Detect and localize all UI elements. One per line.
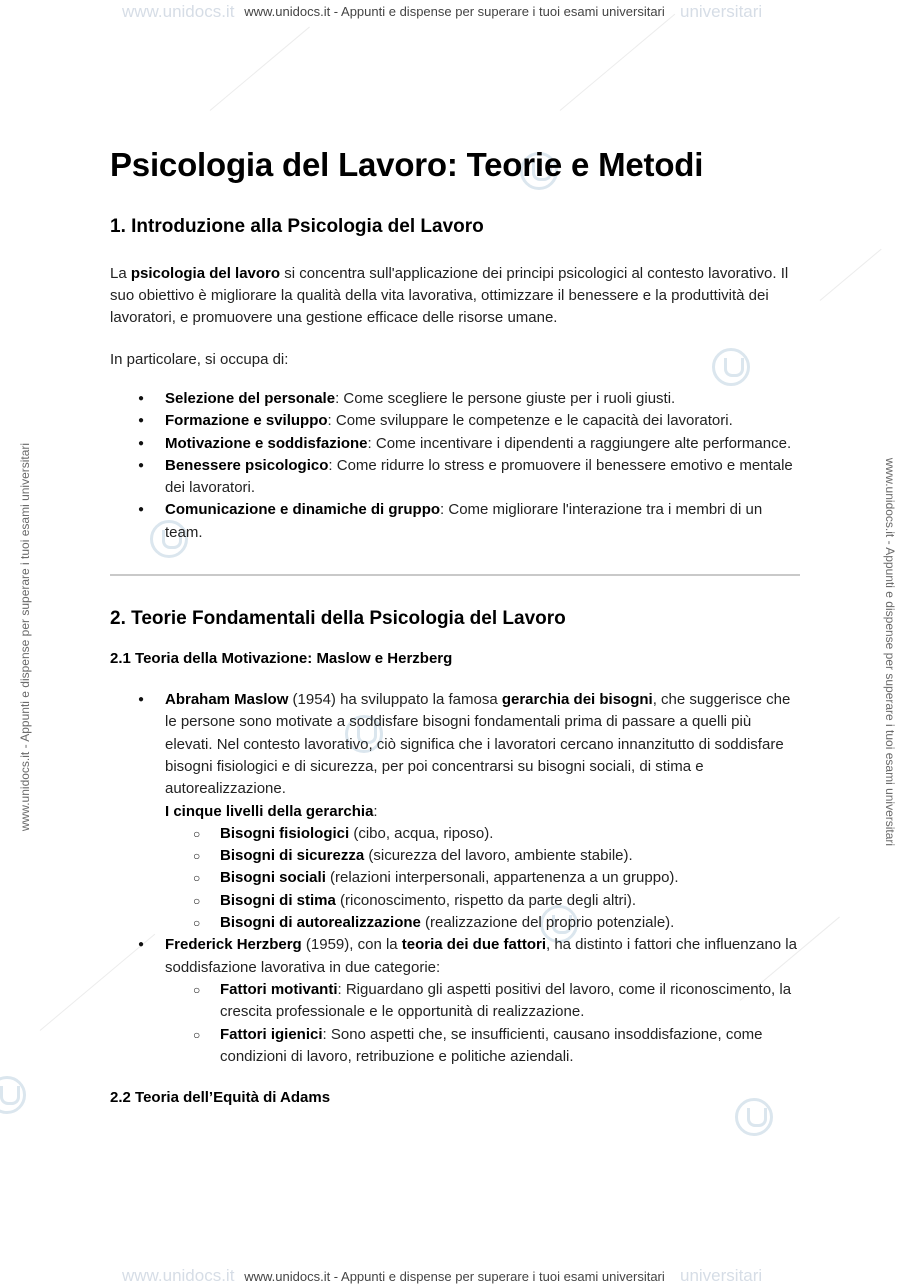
watermark-top: www.unidocs.it - Appunti e dispense per superare i tuoi esami universitari [244, 4, 665, 19]
unidocs-logo-icon [0, 1076, 26, 1114]
watermark-ghost-text: www.unidocs.it [122, 2, 235, 21]
watermark-bottom: www.unidocs.it - Appunti e dispense per superare i tuoi esami universitari [244, 1269, 665, 1284]
herzberg-factors-list [165, 979, 800, 1068]
watermark-ghost-text: universitari [680, 2, 763, 21]
watermark-line [820, 249, 882, 301]
list-item-maslow: ● Abraham Maslow (1954) ha sviluppato la famosa gerarchia dei bisogni, che suggerisce che le persone sono motivate a soddisfare bisogni fondamentali prima di passare a quelli più elevati. Nel contesto lavorativo, ciò significa che i lavoratori cercano innanzitutto di soddisfare bisogni fisiologici e di sicurezza, per poi concentrarsi su bisogni sociali, di stima e autorealizzazione. I cinque livelli della gerarchia: ○ Bisogni fisiologici (cibo, acqua, riposo). ○ Bisogni di sicurezza (sicurezza del lavoro, ambiente stabile). ○ Bisogni sociali (relazioni interpersonali, appartenenza a un gruppo). ○ Bisogni di stima (riconoscimento, rispetto da parte degli altri). ○ Bisogni di autorealizzazione (realizzazione del proprio potenziale). [110, 689, 800, 934]
watermark-side-left: www.unidocs.it - Appunti e dispense per superare i tuoi esami universitari [18, 442, 32, 832]
sub-list-item: ○ Bisogni sociali (relazioni interpersonali, appartenenza a un gruppo). [165, 867, 800, 889]
motivation-theories-list [110, 689, 800, 1068]
watermark-line [560, 14, 676, 111]
subsection-2-2-heading: 2.2 Teoria dell’Equità di Adams [110, 1089, 331, 1107]
sub-list-item: ○ Bisogni di sicurezza (sicurezza del lavoro, ambiente stabile). [165, 845, 800, 867]
list-item-herzberg: ● Frederick Herzberg (1959), con la teoria dei due fattori, ha distinto i fattori che influenzano la soddisfazione lavorativa in due categorie: ○ Fattori motivanti: Riguardano gli aspetti positivi del lavoro, come il riconoscimento, la crescita professionale e le opportunità di realizzazione. ○ Fattori igienici: Sono aspetti che, se insufficienti, causano insoddisfazione, come condizioni di lavoro, retribuzione e politiche aziendali. [110, 934, 800, 1068]
sub-list-item: ○ Bisogni di stima (riconoscimento, rispetto da parte degli altri). [165, 890, 800, 912]
watermark-ghost-text: universitari [680, 1266, 763, 1285]
document-page [110, 143, 800, 1108]
hierarchy-levels-label: I cinque livelli della gerarchia [165, 802, 374, 820]
hierarchy-levels-list [165, 823, 800, 934]
list-item: ● Motivazione e soddisfazione: Come incentivare i dipendenti a raggiungere alte performance. [110, 433, 800, 455]
watermark-ghost-text: www.unidocs.it [122, 1266, 235, 1285]
sub-list-item: ○ Fattori igienici: Sono aspetti che, se insufficienti, causano insoddisfazione, come condizioni di lavoro, retribuzione e politiche aziendali. [165, 1024, 800, 1069]
section-2-heading: 2. Teorie Fondamentali della Psicologia del Lavoro [110, 608, 566, 630]
watermark-side-right: www.unidocs.it - Appunti e dispense per superare i tuoi esami universitari [883, 457, 897, 847]
sub-list-item: ○ Bisogni fisiologici (cibo, acqua, riposo). [165, 823, 800, 845]
section-divider [110, 574, 800, 576]
document-title: Psicologia del Lavoro: Teorie e Metodi [110, 146, 704, 183]
list-item: ● Benessere psicologico: Come ridurre lo stress e promuovere il benessere emotivo e mentale dei lavoratori. [110, 455, 800, 500]
section-1-intro-paragraph: La psicologia del lavoro si concentra sull'applicazione dei principi psicologici al contesto lavorativo. Il suo obiettivo è migliorare la qualità della vita lavorativa, ottimizzare il benessere e la produttività dei lavoratori, e promuovere una gestione efficace delle risorse umane. [110, 265, 789, 326]
sub-list-item: ○ Fattori motivanti: Riguardano gli aspetti positivi del lavoro, come il riconoscimento, la crescita professionale e le opportunità di realizzazione. [165, 979, 800, 1024]
section-1-lead-paragraph: In particolare, si occupa di: [110, 351, 289, 368]
list-item: ● Comunicazione e dinamiche di gruppo: Come migliorare l'interazione tra i membri di un team. [110, 499, 800, 544]
section-1-heading: 1. Introduzione alla Psicologia del Lavoro [110, 216, 484, 237]
focus-areas-list [110, 388, 800, 544]
subsection-2-1-heading: 2.1 Teoria della Motivazione: Maslow e Herzberg [110, 650, 453, 668]
sub-list-item: ○ Bisogni di autorealizzazione (realizzazione del proprio potenziale). [165, 912, 800, 934]
watermark-line [210, 27, 310, 111]
list-item: ● Formazione e sviluppo: Come sviluppare le competenze e le capacità dei lavoratori. [110, 410, 800, 432]
list-item: ● Selezione del personale: Come scegliere le persone giuste per i ruoli giusti. [110, 388, 800, 410]
